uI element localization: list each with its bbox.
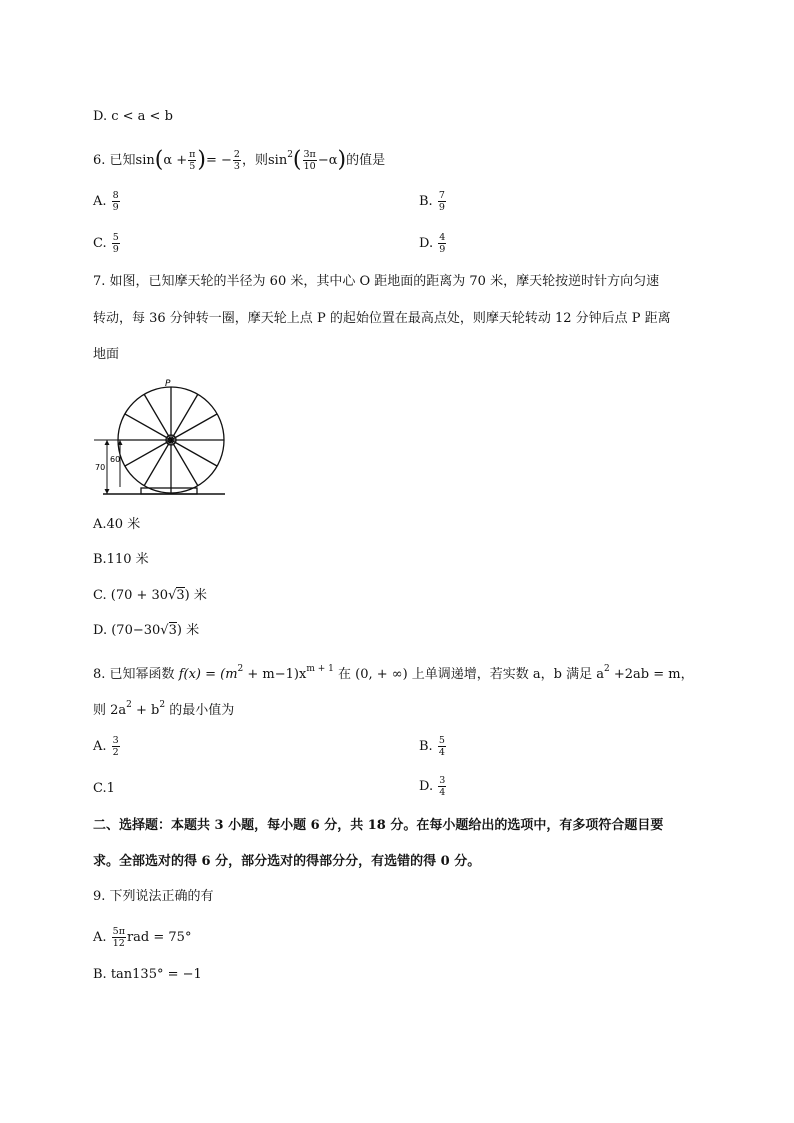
option-text: C. (70 + 30 [93,588,169,603]
q6-tail: 的值是 [346,153,386,168]
q8-option-b [419,735,447,758]
q8-line2-pre: 则 2a [93,703,127,718]
label-70: 70 [95,463,106,472]
frac-den: 9 [439,244,446,255]
q8-option-a [93,735,121,758]
option-label: D. [419,236,434,251]
sup: 2 [237,664,244,674]
sqrt-sign: √ [168,588,177,603]
frac-num: 3π [303,149,316,160]
q9-stem: 9. 下列说法正确的有 [93,889,214,904]
q6-two-thirds [233,149,241,172]
q8-after: 在 (0, + ∞) 上单调递增，若实数 a，b 满足 a [338,667,605,682]
q8-stem-line2 [93,696,234,720]
frac-num: 8 [112,190,119,201]
label-60: 60 [110,455,121,464]
q8-stem-line1 [93,660,694,684]
frac-num: 2 [233,149,240,160]
q6-option-a [93,190,121,213]
frac-den: 9 [112,244,119,255]
q8-line2-mid: + b [131,703,160,718]
frac-num: 5 [112,232,119,243]
q6-number: 6. 已知 [93,153,136,168]
q6-square: 2 [287,150,293,160]
frac-den: 2 [112,747,119,758]
frac-num: 3 [112,735,119,746]
q6-then: ，则 [241,153,268,168]
q7-option-d [93,622,199,640]
q7-stem-line2: 转动，每 36 分钟转一圈，摩天轮上点 P 的起始位置在最高点处，则摩天轮转动 12 分钟后点 P 距离 [93,311,671,326]
frac-num: 4 [439,232,446,243]
q6-eq-neg: = − [206,153,232,168]
sqrt-sign: √ [160,623,169,638]
sup: m + 1 [306,664,334,674]
frac-den: 12 [112,938,125,949]
option-label: B. [419,194,433,209]
option-fraction [112,926,126,949]
q6-minus-alpha: −α [317,153,338,168]
q6-3pi-over-10 [303,149,317,172]
q8-line2-post: 的最小值为 [165,703,235,718]
frac-den: 10 [303,161,316,172]
option-fraction [438,775,446,798]
radicand: 3 [168,623,177,638]
radicand: 3 [176,588,185,603]
option-fraction [438,190,446,213]
frac-den: 9 [438,202,445,213]
option-label: A. [93,194,107,209]
q6-alpha-plus: α + [163,153,188,168]
option-label: A. [93,930,107,945]
q8-after2: +2ab = m， [609,667,694,682]
frac-num: 5π [112,926,125,937]
q6-pi-over-5 [188,149,196,172]
frac-den: 5 [189,161,196,172]
q9-option-a [93,926,191,949]
q6-option-d [419,232,447,255]
q7-option-a: A.40 米 [93,517,141,532]
frac-num: π [189,149,196,160]
q8-pre: 8. 已知幂函数 [93,667,175,682]
q5-option-d: D. c < a < b [93,109,173,124]
ferris-wheel-figure [93,378,228,503]
option-fraction [438,735,446,758]
frac-den: 9 [112,202,119,213]
option-label: A. [93,739,107,754]
option-fraction [112,232,120,255]
option-label: B. [419,739,433,754]
q8-mid: + m−1)x [243,667,307,682]
frac-den: 3 [233,161,240,172]
q6-sin2: sin [267,153,288,168]
option-fraction [438,232,446,255]
option-text: D. (70−30 [93,623,161,638]
option-text: ) 米 [184,588,207,603]
frac-num: 5 [438,735,445,746]
paren-open: ( [292,147,302,173]
option-fraction [112,735,120,758]
paren-open: ( [154,147,164,173]
option-label: D. [419,779,434,794]
frac-num: 3 [439,775,446,786]
option-text: ) 米 [176,623,200,638]
frac-den: 4 [439,787,446,798]
sup: 2 [604,664,610,674]
section2-heading-line2: 求。全部选对的得 6 分，部分选对的得部分分，有选错的得 0 分。 [93,854,481,869]
q7-option-b: B.110 米 [93,552,149,567]
paren-close: ) [197,147,206,173]
label-o: O [167,437,173,445]
option-fraction [112,190,120,213]
q7-stem-line3: 地面 [93,347,120,362]
frac-den: 4 [438,747,445,758]
q6-sin: sin [135,153,155,168]
q8-function: f(x) = (m [178,667,238,682]
section2-heading-line1: 二、选择题：本题共 3 小题，每小题 6 分，共 18 分。在每小题给出的选项中，有多项符合题目要 [93,818,664,833]
q6-stem [93,146,385,172]
paren-close: ) [337,147,347,173]
option-text: rad = 75° [126,930,192,945]
option-label: C. [93,236,107,251]
q6-option-b [419,190,447,213]
sup: 2 [159,700,166,710]
q9-option-b: B. tan135° = −1 [93,967,202,982]
q8-option-c: C.1 [93,781,115,796]
label-p: P [165,379,171,389]
frac-num: 7 [438,190,445,201]
q8-option-d [419,775,447,798]
sup: 2 [126,700,132,710]
q7-stem-line1: 7. 如图，已知摩天轮的半径为 60 米，其中心 O 距地面的距离为 70 米，摩天轮按逆时针方向匀速 [93,274,660,289]
q7-option-c [93,587,207,605]
q6-option-c [93,232,121,255]
